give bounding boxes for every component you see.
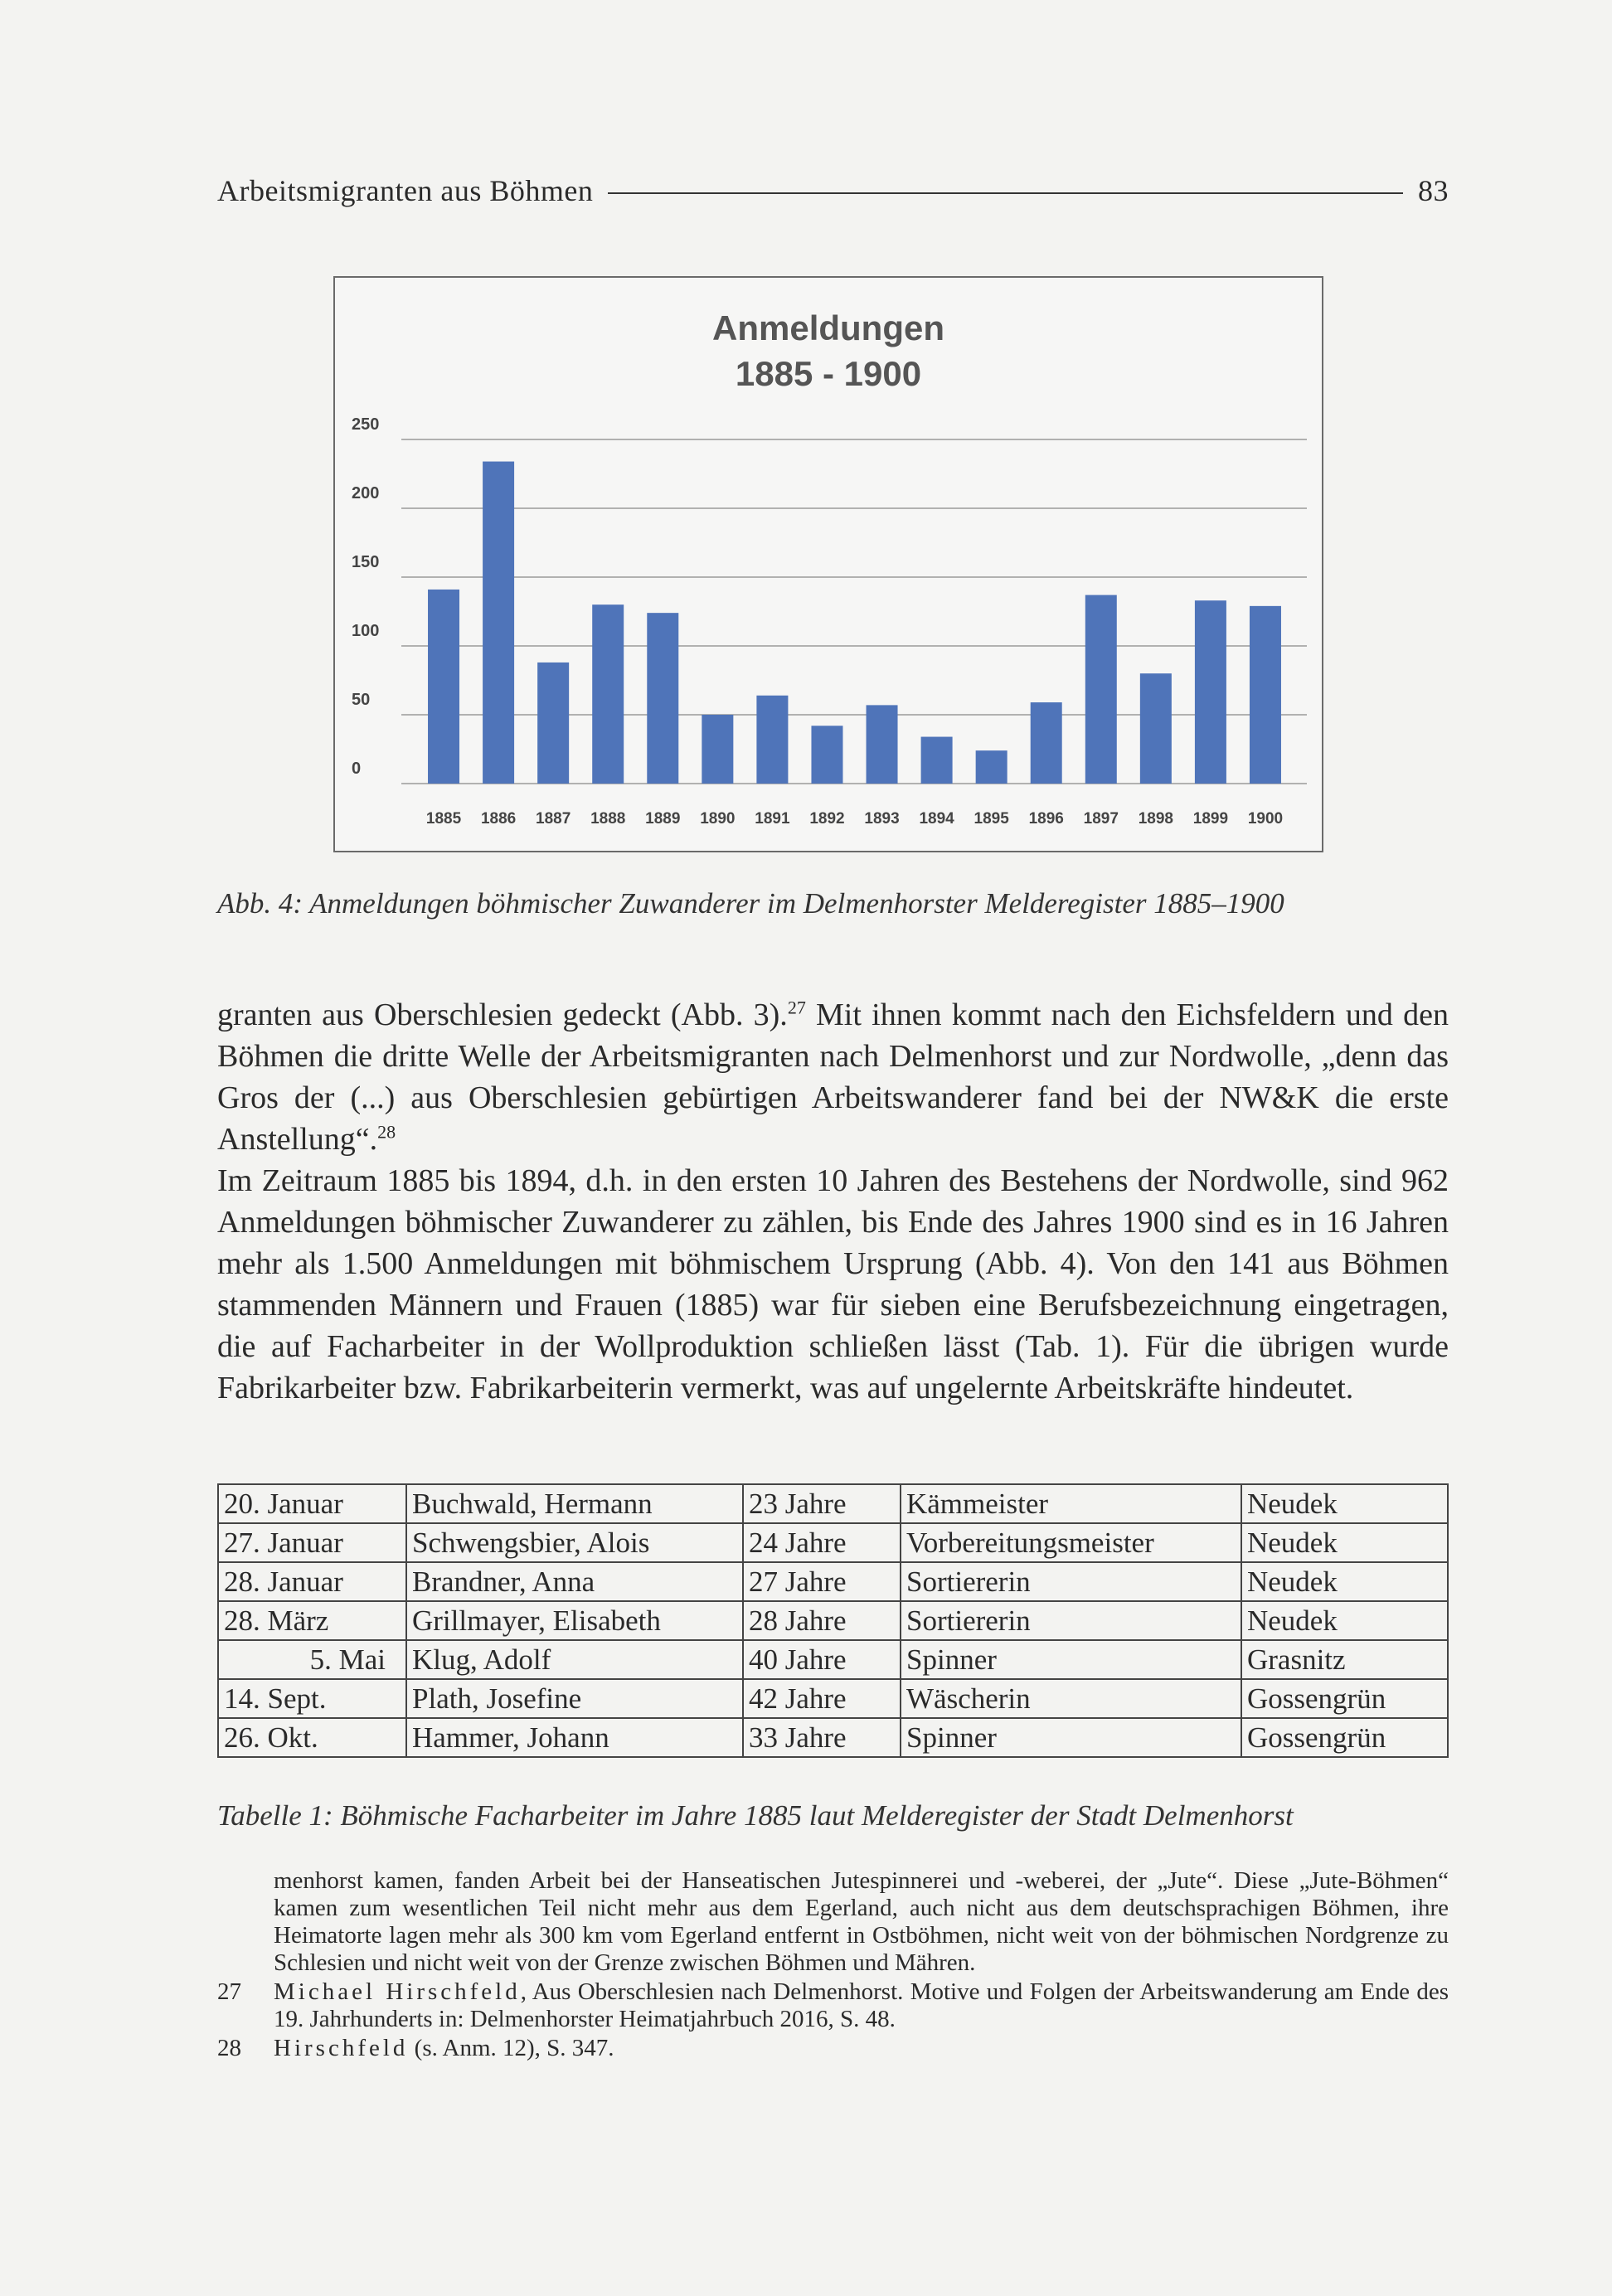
- table-cell-place: Neudek: [1241, 1601, 1448, 1640]
- table-row: [218, 1484, 1448, 1523]
- x-tick-label: 1893: [864, 810, 900, 828]
- footnote-body: , Aus Oberschlesien nach Delmenhorst. Motive und Folgen der Arbeitswanderung am Ende des 19. Jahrhunderts in: Delmenhorster Heimatjahrbuch 2016, S. 48.: [274, 1978, 1449, 2032]
- skilled-workers-table: [217, 1483, 1449, 1758]
- footnote-text: [274, 1978, 1449, 2033]
- table-cell-place: Grasnitz: [1241, 1640, 1448, 1679]
- x-tick-label: 1888: [590, 810, 626, 828]
- table-cell-place: Gossengrün: [1241, 1679, 1448, 1718]
- bar-1899: [1195, 600, 1226, 784]
- table-cell-name: Brandner, Anna: [406, 1562, 743, 1601]
- x-tick-label: 1887: [536, 810, 571, 828]
- table-cell-place: Gossengrün: [1241, 1718, 1448, 1757]
- table-cell-job: Sortiererin: [901, 1562, 1241, 1601]
- table-row: [218, 1718, 1448, 1757]
- footnote-body: (s. Anm. 12), S. 347.: [408, 2035, 614, 2061]
- page-number: 83: [1418, 174, 1449, 207]
- table-cell-date: 5. Mai: [218, 1640, 406, 1679]
- chart-title-line2: 1885 - 1900: [735, 354, 922, 393]
- footnote-ref-28: 28: [377, 1121, 396, 1143]
- bar-1888: [592, 604, 624, 784]
- figure-caption: Abb. 4: Anmeldungen böhmischer Zuwanderer im Delmenhorster Melderegister 1885–1900: [217, 887, 1284, 920]
- paragraph-1-part-b: Mit ihnen kommt nach den Eichsfeldern und den Böhmen die dritte Welle der Arbeitsmigranten nach Delmenhorst und zur Nordwolle, „denn das Gros der (...) aus Oberschlesien gebürtigen Arbeitswanderer fand bei der NW&K die erste Anstellung“.: [217, 998, 1449, 1157]
- footnote-text: [274, 2035, 1449, 2062]
- y-tick-label: 250: [352, 415, 380, 434]
- table-cell-name: Schwengsbier, Alois: [406, 1523, 743, 1562]
- bar-1885: [428, 590, 459, 784]
- x-tick-label: 1889: [645, 810, 681, 828]
- bar-1897: [1085, 595, 1117, 784]
- paragraph-1: [217, 994, 1449, 1160]
- table-cell-place: Neudek: [1241, 1523, 1448, 1562]
- x-axis-ticks: [426, 810, 1283, 828]
- footnote-28: [217, 2035, 1449, 2062]
- running-header: [217, 166, 1449, 216]
- y-tick-label: 50: [352, 691, 371, 709]
- bar-chart: [335, 278, 1322, 851]
- table-cell-job: Sortiererin: [901, 1601, 1241, 1640]
- bar-1900: [1250, 606, 1281, 784]
- x-tick-label: 1886: [480, 810, 517, 828]
- table-row: [218, 1679, 1448, 1718]
- bar-chart-figure: [333, 276, 1323, 852]
- bar-1890: [702, 715, 733, 784]
- table-cell-date: 20. Januar: [218, 1484, 406, 1523]
- table-row: [218, 1640, 1448, 1679]
- table-row: [218, 1523, 1448, 1562]
- bar-1886: [483, 462, 514, 784]
- table-cell-name: Buchwald, Hermann: [406, 1484, 743, 1523]
- bar-1887: [537, 663, 569, 784]
- table-cell-name: Hammer, Johann: [406, 1718, 743, 1757]
- table-cell-job: Spinner: [901, 1718, 1241, 1757]
- table-cell-date: 14. Sept.: [218, 1679, 406, 1718]
- y-axis-ticks: [352, 415, 379, 778]
- table-cell-place: Neudek: [1241, 1484, 1448, 1523]
- bar-1893: [867, 705, 898, 784]
- table-cell-age: 40 Jahre: [743, 1640, 901, 1679]
- bar-1889: [647, 613, 678, 784]
- x-tick-label: 1885: [425, 810, 462, 828]
- chart-title-line1: Anmeldungen: [712, 308, 944, 347]
- x-tick-label: 1890: [700, 810, 736, 828]
- table-cell-date: 26. Okt.: [218, 1718, 406, 1757]
- table-cell-age: 42 Jahre: [743, 1679, 901, 1718]
- y-tick-label: 200: [352, 484, 380, 502]
- table-cell-name: Grillmayer, Elisabeth: [406, 1601, 743, 1640]
- x-tick-label: 1892: [809, 810, 845, 828]
- body-text: [217, 994, 1449, 1409]
- paragraph-1-part-a: granten aus Oberschlesien gedeckt (Abb. 3).: [217, 998, 788, 1032]
- x-tick-label: 1897: [1083, 810, 1119, 828]
- y-tick-label: 0: [352, 760, 362, 778]
- footnote-continuation: menhorst kamen, fanden Arbeit bei der Hanseatischen Jutespinnerei und -weberei, der „Jute“. Diese „Jute-Böhmen“ kamen zum wesentlichen Teil nicht mehr aus dem Egerland, auch nicht aus dem deutschsprachigen Böhmen, ihre Heimatorte lagen mehr als 300 km vom Egerland entfernt in Ostböhmen, nicht weit von der böhmischen Nordgrenze zu Schlesien und nicht weit von der Grenze zwischen Böhmen und Mähren.: [274, 1867, 1449, 1976]
- table-cell-name: Klug, Adolf: [406, 1640, 743, 1679]
- x-tick-label: 1900: [1247, 810, 1284, 828]
- table-cell-age: 27 Jahre: [743, 1562, 901, 1601]
- x-tick-label: 1894: [919, 810, 954, 828]
- table-row: [218, 1562, 1448, 1601]
- bar-1898: [1140, 673, 1172, 784]
- paragraph-2: Im Zeitraum 1885 bis 1894, d.h. in den ersten 10 Jahren des Bestehens der Nordwolle, sind 962 Anmeldungen böhmischer Zuwanderer zu zählen, bis Ende des Jahres 1900 sind es in 16 Jahren mehr als 1.500 Anmeldungen mit böhmischem Ursprung (Abb. 4). Von den 141 aus Böhmen stammenden Männern und Frauen (1885) war für sieben eine Berufsbezeichnung eingetragen, die auf Facharbeiter in der Wollproduktion schließen lässt (Tab. 1). Für die übrigen wurde Fabrikarbeiter bzw. Fabrikarbeiterin vermerkt, was auf ungelernte Arbeitskräfte hindeutet.: [217, 1163, 1449, 1405]
- running-title: Arbeitsmigranten aus Böhmen: [217, 174, 594, 207]
- footnote-author: Michael Hirschfeld: [274, 1978, 521, 2005]
- table-cell-date: 28. März: [218, 1601, 406, 1640]
- x-tick-label: 1896: [1028, 810, 1064, 828]
- table-cell-date: 28. Januar: [218, 1562, 406, 1601]
- bar-1895: [976, 750, 1007, 784]
- bar-1896: [1031, 702, 1062, 784]
- footnote-ref-27: 27: [787, 997, 806, 1018]
- table-row: [218, 1601, 1448, 1640]
- chart-bars: [428, 462, 1281, 784]
- table-cell-job: Kämmeister: [901, 1484, 1241, 1523]
- footnotes: [217, 1867, 1449, 2062]
- table-cell-date: 27. Januar: [218, 1523, 406, 1562]
- footnote-number: 27: [217, 1978, 241, 2005]
- table-cell-place: Neudek: [1241, 1562, 1448, 1601]
- table-caption: Tabelle 1: Böhmische Facharbeiter im Jahre 1885 laut Melderegister der Stadt Delmenhorst: [217, 1799, 1294, 1832]
- table-cell-age: 33 Jahre: [743, 1718, 901, 1757]
- y-tick-label: 150: [352, 553, 380, 571]
- footnote-number: 28: [217, 2035, 241, 2061]
- table-cell-age: 28 Jahre: [743, 1601, 901, 1640]
- bar-1891: [756, 696, 788, 784]
- x-tick-label: 1899: [1192, 810, 1229, 828]
- table-cell-age: 24 Jahre: [743, 1523, 901, 1562]
- x-tick-label: 1895: [974, 810, 1009, 828]
- y-tick-label: 100: [352, 622, 380, 640]
- table-cell-job: Vorbereitungsmeister: [901, 1523, 1241, 1562]
- bar-1894: [921, 737, 953, 784]
- x-tick-label: 1891: [755, 810, 790, 828]
- table-cell-age: 23 Jahre: [743, 1484, 901, 1523]
- bar-1892: [811, 726, 842, 784]
- x-tick-label: 1898: [1138, 810, 1173, 828]
- table-cell-job: Spinner: [901, 1640, 1241, 1679]
- table-cell-job: Wäscherin: [901, 1679, 1241, 1718]
- table-cell-name: Plath, Josefine: [406, 1679, 743, 1718]
- footnote-27: [217, 1978, 1449, 2033]
- header-rule: [608, 192, 1403, 194]
- table-body: [218, 1484, 1448, 1757]
- footnote-author: Hirschfeld: [274, 2035, 409, 2061]
